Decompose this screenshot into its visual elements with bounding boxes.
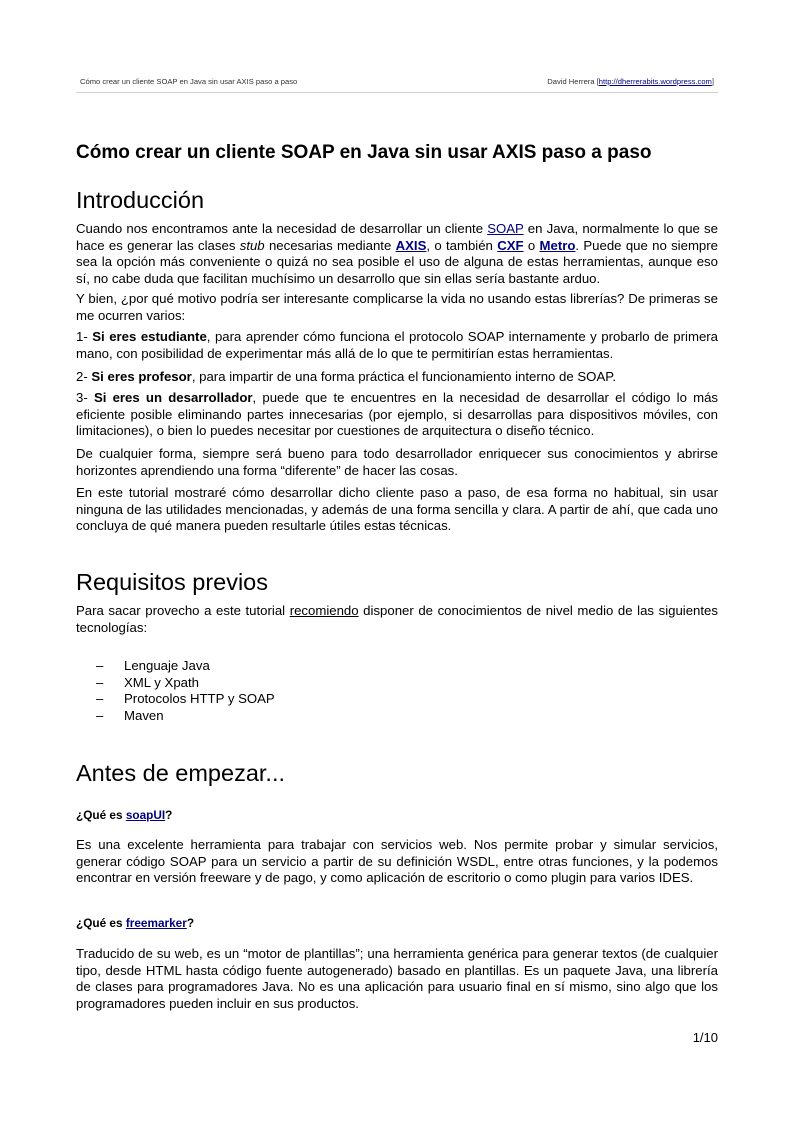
subheading-soapui: ¿Qué es soapUI?	[76, 808, 173, 822]
intro-paragraph-student: 1- Si eres estudiante, para aprender cómo funciona el protocolo SOAP internamente y probarlo de primera mano, con posibilidad de experimentar más allá de lo que te permitirían estas herramientas.	[76, 329, 719, 361]
soapui-paragraph: Es una excelente herramienta para trabajar con servicios web. Nos permite probar y simular servicios, generar código SOAP para un servicio a partir de su definición WSDL, entre otras funciones, y la podemos encontrar en versión freeware y de pago, y como aplicación de escritorio o como plugin para varios IDES.	[76, 837, 718, 886]
freemarker-paragraph: Traducido de su web, es un “motor de plantillas”; una herramienta genérica para generar textos (de cualquier tipo, desde HTML hasta código fuente autogenerado) basado en plantillas. Es un paquete Java, una librería de clases para programadores Java. No es una aplicación para usuario final en sí mismo, sino algo que los programadores pueden incluir en sus productos.	[76, 946, 718, 1011]
axis-link[interactable]: AXIS	[395, 237, 427, 253]
list-item: – Lenguaje Java	[96, 658, 210, 673]
requisitos-paragraph: Para sacar provecho a este tutorial recomiendo disponer de conocimientos de nivel medio de las siguientes tecnologías:	[76, 603, 718, 635]
list-item: – Maven	[96, 707, 164, 723]
header-title: Cómo crear un cliente SOAP en Java sin usar AXIS paso a paso	[80, 77, 298, 86]
header-url-link[interactable]: http://dherrerabits.wordpress.com	[598, 77, 712, 86]
soapui-link[interactable]: soapUI	[125, 808, 166, 822]
heading-antes-de-empezar: Antes de empezar...	[76, 760, 286, 786]
heading-requisitos: Requisitos previos	[76, 569, 269, 595]
intro-paragraph-1: Cuando nos encontramos ante la necesidad de desarrollar un cliente SOAP en Java, normalmente lo que se hace es generar las clases stub necesarias mediante AXIS, o también CXF o Metro. Puede que no siempre sea la opción más conveniente o quizá no sea posible el uso de alguna de estas herramientas, aunque eso sí, no cabe duda que facilitan muchísimo un desarrollo que sin ellas sería bastante arduo.	[76, 221, 718, 286]
intro-paragraph-2: Y bien, ¿por qué motivo podría ser interesante complicarse la vida no usando estas librerías? De primeras se me ocurren varios:	[76, 291, 718, 323]
freemarker-link[interactable]: freemarker	[125, 916, 187, 930]
recomiendo-link[interactable]: recomiendo	[289, 603, 359, 618]
running-header	[76, 77, 718, 93]
page-number: 1/10	[692, 1030, 718, 1045]
list-item: – Protocolos HTTP y SOAP	[96, 691, 275, 707]
intro-paragraph-teacher: 2- Si eres profesor, para impartir de una forma práctica el funcionamiento interno de SOAP.	[76, 369, 616, 384]
header-author: David Herrera [http://dherrerabits.wordpress.com]	[547, 77, 714, 86]
document-title: Cómo crear un cliente SOAP en Java sin usar AXIS paso a paso	[76, 142, 652, 163]
cxf-link[interactable]: CXF	[497, 237, 524, 253]
metro-link[interactable]: Metro	[539, 237, 576, 253]
intro-paragraph-developer: 3- Si eres un desarrollador, puede que te encuentres en la necesidad de desarrollar el código lo más eficiente posible eliminando partes innecesarias (por ejemplo, si desarrollas para dispositivos móviles, con limitaciones), o bien lo puedes necesitar por cuestiones de arquitectura o diseño técnico.	[76, 390, 719, 439]
heading-introduccion: Introducción	[76, 187, 205, 213]
intro-paragraph-6: De cualquier forma, siempre será bueno para todo desarrollador enriquecer sus conocimientos y abrirse horizontes aprendiendo una forma “diferente” de hacer las cosas.	[76, 446, 718, 478]
list-item: – XML y Xpath	[96, 674, 200, 690]
subheading-freemarker: ¿Qué es freemarker?	[76, 916, 195, 930]
intro-paragraph-7: En este tutorial mostraré cómo desarrollar dicho cliente paso a paso, de esa forma no habitual, sin usar ninguna de las utilidades mencionadas, y además de una forma sencilla y clara. A partir de ahí, que cada uno concluya de qué manera pueden resultarle útiles estas técnicas.	[76, 485, 718, 534]
soap-link[interactable]: SOAP	[487, 221, 524, 236]
requisitos-list	[96, 658, 275, 724]
